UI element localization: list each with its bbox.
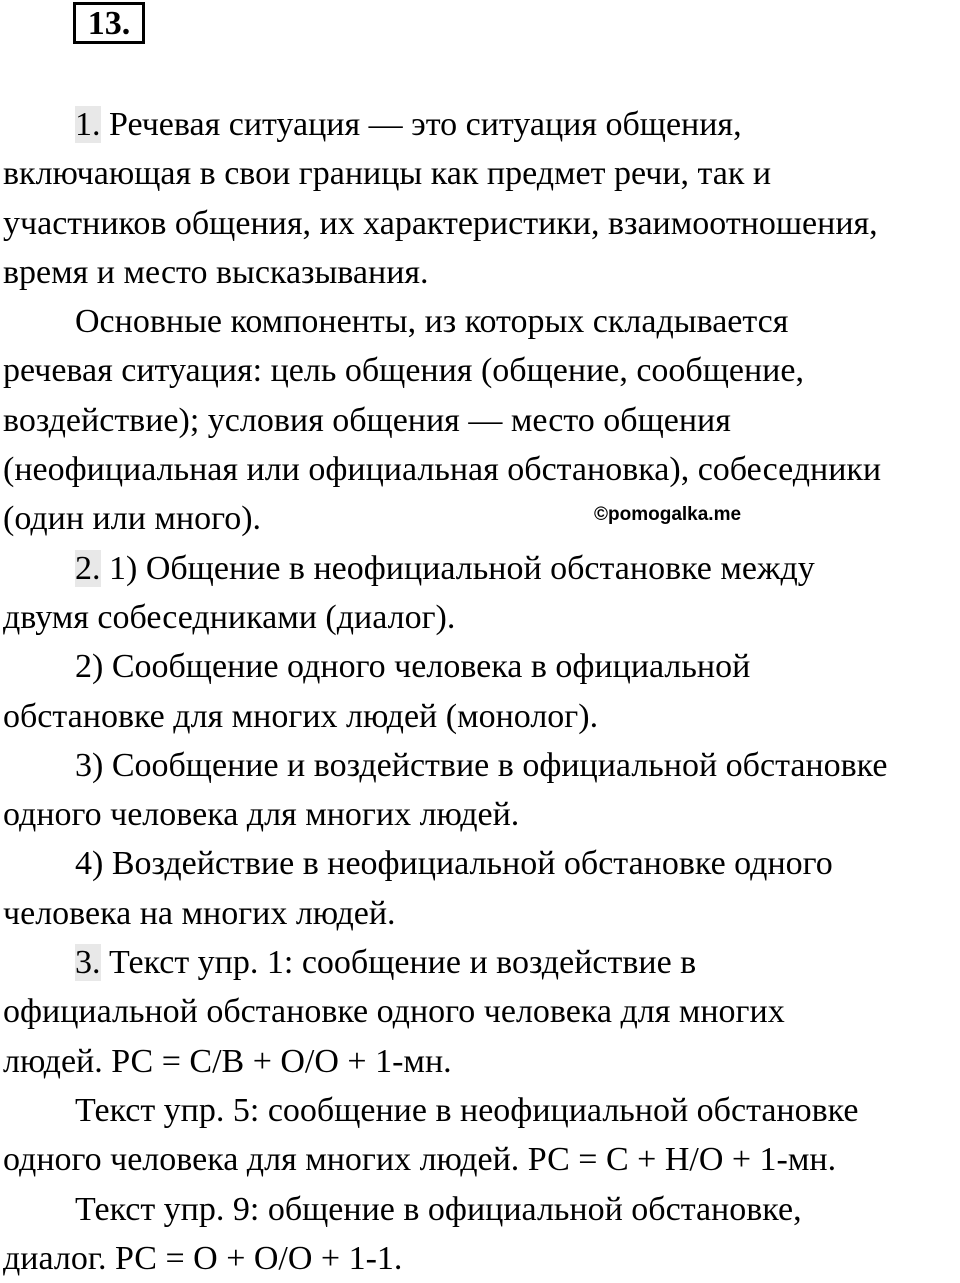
item-number: 2. bbox=[75, 549, 101, 587]
text-line: двумя собеседниками (диалог). bbox=[3, 598, 456, 636]
answer-text bbox=[3, 100, 957, 1283]
text-line: человека на многих людей. bbox=[3, 894, 396, 932]
text-line: 1. Речевая ситуация — это ситуация общения, bbox=[75, 106, 742, 143]
text-line: обстановке для многих людей (монолог). bbox=[3, 697, 599, 735]
text-line: одного человека для многих людей. РС = С + Н/О + 1-мн. bbox=[3, 1141, 837, 1179]
task-number-box bbox=[73, 2, 145, 44]
text-line: 3. Текст упр. 1: сообщение и воздействие в bbox=[75, 944, 697, 982]
text-line: 3) Сообщение и воздействие в официальной обстановке bbox=[75, 746, 888, 784]
text-line: участников общения, их характеристики, взаимоотношения, bbox=[3, 204, 878, 242]
text-line: одного человека для многих людей. bbox=[3, 796, 520, 834]
text-line: диалог. РС = О + О/О + 1-1. bbox=[3, 1239, 403, 1277]
text-line: воздействие); условия общения — место общения bbox=[3, 401, 731, 439]
text-line: включающая в свои границы как предмет речи, так и bbox=[3, 155, 772, 193]
text-line: Основные компоненты, из которых складывается bbox=[75, 303, 789, 341]
text-line: 2. 1) Общение в неофициальной обстановке между bbox=[75, 549, 815, 587]
text-line: Текст упр. 9: общение в официальной обстановке, bbox=[75, 1190, 802, 1228]
text-line: людей. РС = С/В + О/О + 1-мн. bbox=[3, 1042, 452, 1080]
text-line: (неофициальная или официальная обстановка), собеседники bbox=[3, 451, 882, 489]
text-line: 4) Воздействие в неофициальной обстановке одного bbox=[75, 845, 833, 883]
task-number: 13. bbox=[87, 5, 131, 42]
text-line: Текст упр. 5: сообщение в неофициальной обстановке bbox=[75, 1091, 859, 1129]
text-line: (один или много). bbox=[3, 500, 262, 538]
text-line: 2) Сообщение одного человека в официальной bbox=[75, 648, 751, 686]
item-number: 1. bbox=[75, 106, 101, 143]
item-number: 3. bbox=[75, 944, 101, 982]
text-line: время и место высказывания. bbox=[3, 253, 429, 291]
text-line: речевая ситуация: цель общения (общение, сообщение, bbox=[3, 352, 804, 390]
text-line: официальной обстановке одного человека для многих bbox=[3, 993, 785, 1031]
watermark: ©pomogalka.me bbox=[594, 504, 742, 525]
